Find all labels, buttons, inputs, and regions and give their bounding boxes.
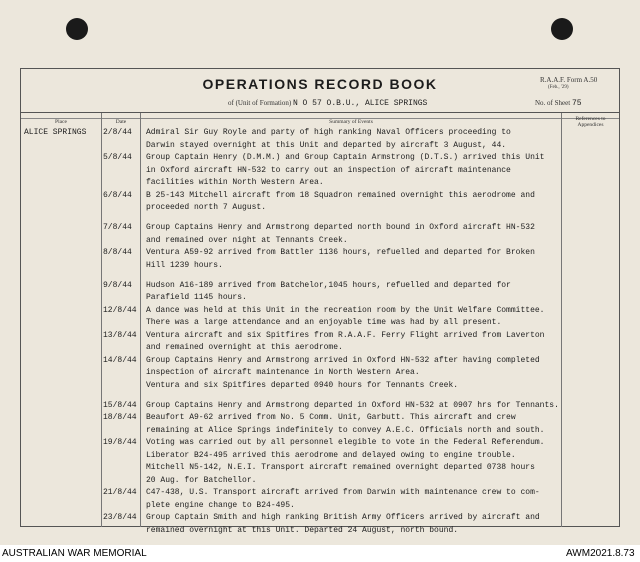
- entry-summary-line: Darwin stayed overnight at this Unit and departed by aircraft 3 August, 44.: [146, 140, 507, 150]
- entry-summary-line: There was a large attendance and an enjoyable time was had by all present.: [146, 318, 502, 327]
- entry-summary-line: Group Captain Henry (D.M.M.) and Group Captain Armstrong (D.T.S.) arrived this Unit: [146, 153, 545, 162]
- entry-summary-line: Group Captains Henry and Armstrong arrived in Oxford HN-532 after having completed: [146, 355, 540, 365]
- entry-summary-line: 20 Aug. for Batchellor.: [146, 475, 257, 485]
- column-header-date: Date: [115, 119, 127, 125]
- column-header-references: References to Appendices: [575, 116, 606, 128]
- sheet-line: [535, 99, 582, 108]
- entry-summary-line: Beaufort A9-62 arrived from No. 5 Comm. Unit, Garbutt. This aircraft and crew: [146, 413, 516, 422]
- entry-date: 6/8/44: [103, 190, 132, 200]
- entry-date: 2/8/44: [103, 128, 132, 137]
- entry-summary-line: Hill 1239 hours.: [146, 260, 223, 270]
- unit-label: of (Unit of Formation): [228, 99, 292, 107]
- rule-date-right: [140, 113, 141, 527]
- entry-summary-line: A dance was held at this Unit in the recreation room by the Unit Welfare Committee.: [146, 305, 545, 315]
- entry-summary-line: facilities within North Western Area.: [146, 178, 324, 187]
- form-reference-date: (Feb., '29): [548, 85, 569, 90]
- unit-value: N O 57 O.B.U., ALICE SPRINGS: [292, 99, 428, 108]
- entry-summary-line: Group Captain Smith and high ranking British Army Officers arrived by aircraft and: [146, 513, 540, 522]
- footer-institution: AUSTRALIAN WAR MEMORIAL: [2, 548, 147, 559]
- entry-date: 8/8/44: [103, 248, 132, 257]
- entry-summary-line: Liberator B24-495 arrived this aerodrome and delayed owing to engine trouble.: [146, 450, 516, 460]
- entry-date: 7/8/44: [103, 223, 132, 232]
- column-header-summary: Summary of Events: [329, 119, 373, 125]
- entry-summary-line: remaining at Alice Springs indefinitely to convey A.E.C. Officials north and south.: [146, 425, 545, 435]
- entry-summary-line: Mitchell N5-142, N.E.I. Transport aircraft remained overnight departed 0738 hours: [146, 463, 535, 472]
- entry-date: 19/8/44: [103, 438, 137, 447]
- entry-summary-line: Voting was carried out by all personnel elegible to vote in the Federal Referendum.: [146, 438, 545, 447]
- entry-summary-line: B 25-143 Mitchell aircraft from 18 Squadron remained overnight this aerodrome and: [146, 190, 535, 200]
- entry-date: 15/8/44: [103, 400, 137, 410]
- entry-summary-line: remained overnight at this Unit. Departed 24 August, north bound.: [146, 525, 459, 535]
- place-value: ALICE SPRINGS: [24, 128, 87, 137]
- entry-summary-line: C47-438, U.S. Transport aircraft arrived from Darwin with maintenance crew to com-: [146, 488, 540, 497]
- sheet-value: 75: [571, 99, 582, 108]
- entry-date: 21/8/44: [103, 488, 137, 497]
- rule-under-title: [20, 112, 620, 113]
- entry-summary-line: Ventura and six Spitfires departed 0940 hours for Tennants Creek.: [146, 380, 459, 390]
- entry-date: 14/8/44: [103, 355, 137, 365]
- footer-accession-number: AWM2021.8.73: [566, 548, 635, 559]
- page-title: OPERATIONS RECORD BOOK: [202, 76, 438, 92]
- entry-summary-line: Ventura A59-92 arrived from Battler 1136 hours, refuelled and departed for Broken: [146, 248, 535, 257]
- entry-summary-line: Group Captains Henry and Armstrong departed north bound in Oxford aircraft HN-532: [146, 223, 535, 232]
- entry-date: 18/8/44: [103, 413, 137, 422]
- sheet-label: No. of Sheet: [535, 99, 571, 107]
- entry-date: 23/8/44: [103, 513, 137, 522]
- rule-right-edge: [619, 68, 620, 527]
- entry-summary-line: plete engine change to B24-495.: [146, 500, 295, 510]
- entry-date: 13/8/44: [103, 330, 137, 340]
- entry-summary-line: in Oxford aircraft HN-532 to carry out an inspection of aircraft maintenance: [146, 165, 511, 175]
- rule-top: [20, 68, 620, 69]
- entry-date: 12/8/44: [103, 305, 137, 315]
- entry-summary-line: Admiral Sir Guy Royle and party of high ranking Naval Officers proceeding to: [146, 128, 511, 137]
- punch-hole-right: [551, 18, 573, 40]
- form-reference: R.A.A.F. Form A.50: [540, 76, 598, 84]
- rule-date-left: [101, 113, 102, 527]
- entry-summary-line: Hudson A16-189 arrived from Batchelor,1045 hours, refuelled and departed for: [146, 280, 511, 290]
- entry-summary-line: Parafield 1145 hours.: [146, 293, 247, 302]
- rule-left-edge: [20, 68, 21, 527]
- entry-summary-line: and remained over night at Tennants Creek.: [146, 235, 348, 245]
- entry-date: 5/8/44: [103, 153, 132, 162]
- entry-summary-line: Ventura aircraft and six Spitfires from R.A.A.F. Ferry Flight arrived from Laverton: [146, 330, 545, 340]
- entry-summary-line: inspection of aircraft maintenance in North Western Area.: [146, 368, 420, 377]
- unit-line: [228, 99, 427, 108]
- entry-summary-line: Group Captains Henry and Armstrong departed in Oxford HN-532 at 0907 hrs for Tennants.: [146, 400, 559, 410]
- entry-summary-line: proceeded north 7 August.: [146, 203, 267, 212]
- punch-hole-left: [66, 18, 88, 40]
- rule-appendix-left: [561, 113, 562, 527]
- entry-summary-line: and remained overnight at this aerodrome.: [146, 343, 343, 352]
- column-header-place: Place: [55, 119, 67, 125]
- entry-date: 9/8/44: [103, 280, 132, 290]
